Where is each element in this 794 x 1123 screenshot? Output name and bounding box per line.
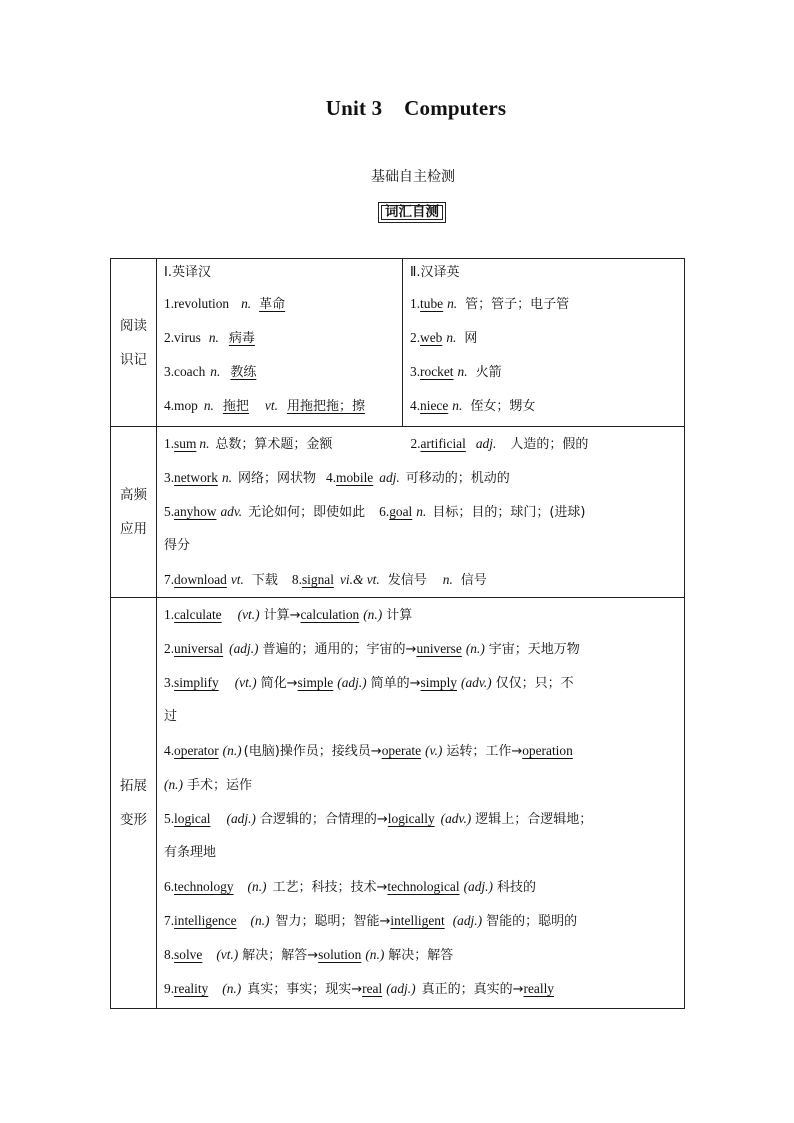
list-item: 4.operator (n.) (电脑)操作员；接线员→operate (v.) 运转；工作→operation xyxy=(164,743,573,759)
list-item: 3.coach n. 教练 xyxy=(164,364,257,380)
list-item-continued: 得分 xyxy=(164,538,191,553)
list-item: 1.sum n. 总数；算术题；金额 2.artificial adj. 人造的；假的 xyxy=(164,436,589,452)
list-item: 7.intelligence (n.) 智力；聪明；智能→intelligent (adj.) 智能的；聪明的 xyxy=(164,913,578,929)
section-subtitle: 基础自主检测 xyxy=(371,169,455,185)
list-item: 3.rocket n. 火箭 xyxy=(410,364,502,380)
column-header: Ⅰ.英译汉 xyxy=(164,265,211,280)
english-to-chinese-column xyxy=(157,259,403,427)
list-item: 5.anyhow adv. 无论如何；即使如此 6.goal n. 目标；目的；球门；(进球) xyxy=(164,504,586,520)
list-item-continued: (n.) 手术；运作 xyxy=(164,777,252,793)
extend-row xyxy=(111,598,685,1009)
extend-items xyxy=(157,598,685,1009)
list-item-continued: 过 xyxy=(164,709,178,724)
list-item: 1.calculate (vt.) 计算→calculation (n.) 计算 xyxy=(164,607,413,623)
list-item: 9.reality (n.) 真实；事实；现实→real (adj.) 真正的；真实的→really xyxy=(164,981,554,997)
list-item: 8.solve (vt.) 解决；解答→solution (n.) 解决；解答 xyxy=(164,947,454,963)
list-item-continued: 有条理地 xyxy=(164,845,217,860)
page-title: Unit 3 Computers xyxy=(325,96,507,120)
vocabulary-table xyxy=(110,258,685,1009)
list-item: 2.universal (adj.) 普遍的；通用的；宇宙的→universe (n.) 宇宙；天地万物 xyxy=(164,641,580,657)
list-item: 1.tube n. 管；管子；电子管 xyxy=(410,296,570,312)
section-label-box: 词汇自测 xyxy=(378,202,446,223)
list-item: 5.logical (adj.) 合逻辑的；合情理的→logically (adv.) 逻辑上；合逻辑地； xyxy=(164,811,593,827)
column-header: Ⅱ.汉译英 xyxy=(410,265,460,280)
list-item: 3.simplify (vt.) 简化→simple (adj.) 简单的→simply (adv.) 仅仅；只；不 xyxy=(164,675,574,691)
list-item: 6.technology (n.) 工艺；科技；技术→technological (adj.) 科技的 xyxy=(164,879,536,895)
frequent-items xyxy=(157,427,685,598)
list-item: 2.web n. 网 xyxy=(410,330,478,346)
category-extend: 拓展 变形 xyxy=(111,598,157,1009)
frequent-row xyxy=(111,427,685,598)
list-item: 1.revolution n. 革命 xyxy=(164,296,286,312)
chinese-to-english-column xyxy=(403,259,685,427)
list-item: 2.virus n. 病毒 xyxy=(164,330,255,346)
list-item: 4.mop n. 拖把 vt. 用拖把拖；擦 xyxy=(164,398,365,414)
category-frequent: 高频 应用 xyxy=(111,427,157,598)
reading-row xyxy=(111,259,685,427)
list-item: 7.download vt. 下载 8.signal vi.& vt. 发信号 n. 信号 xyxy=(164,572,487,588)
list-item: 3.network n. 网络；网状物 4.mobile adj. 可移动的；机动的 xyxy=(164,470,510,486)
category-reading: 阅读 识记 xyxy=(111,259,157,427)
list-item: 4.niece n. 侄女；甥女 xyxy=(410,398,536,414)
